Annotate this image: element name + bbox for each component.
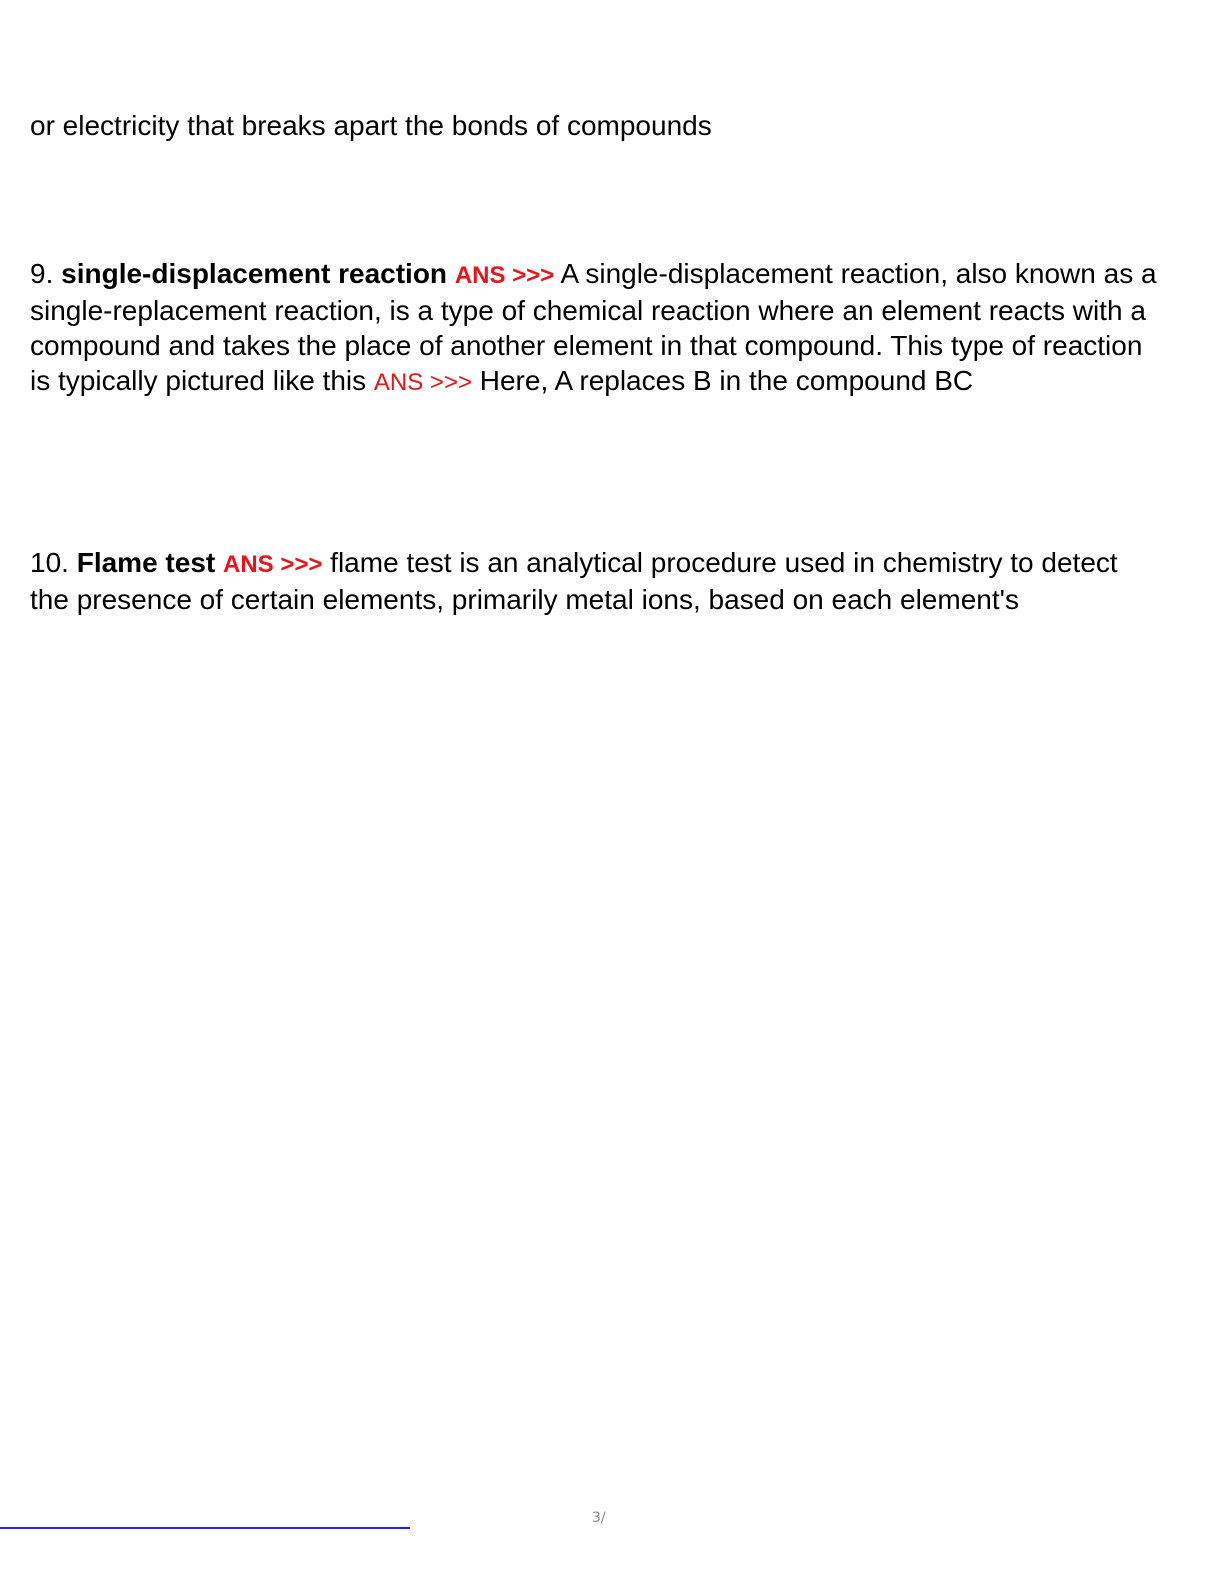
footer-link-underline[interactable]: [0, 1527, 410, 1529]
ans-label: ANS >>>: [223, 551, 323, 578]
question-term: single-displacement reaction: [61, 258, 448, 289]
inline-ans-label: ANS >>>: [373, 369, 472, 396]
question-number: 10.: [30, 547, 69, 578]
answer-text: A single-displacement reaction, also known as a single-replacement reaction, is a type of chemical reaction where an element reacts with a compound and takes the place of another element in that compound. This type of reaction is typically pictured like this: [30, 258, 1157, 396]
question-item-10: [30, 545, 1160, 617]
question-item-9: [30, 256, 1160, 400]
answer-text-continued: Here, A replaces B in the compound BC: [479, 365, 974, 396]
continuation-text: or electricity that breaks apart the bonds of compounds: [30, 110, 712, 141]
question-number: 9.: [30, 258, 54, 289]
question-term: Flame test: [76, 547, 216, 578]
ans-label: ANS >>>: [454, 262, 555, 289]
answer-text: flame test is an analytical procedure used in chemistry to detect the presence of certain elements, primarily metal ions, based on each element's: [30, 547, 1118, 615]
page-number: 3/: [592, 1510, 606, 1526]
